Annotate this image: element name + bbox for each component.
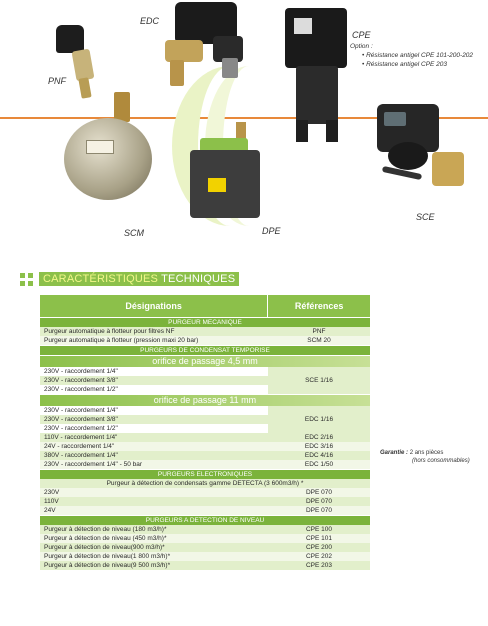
scm-label: SCM (124, 228, 144, 238)
row-designation: 230V - raccordement 1/2" (44, 386, 118, 393)
table-row (40, 336, 370, 345)
row-reference: CPE 100 (268, 525, 370, 534)
subsection-orifice-45: orifice de passage 4,5 mm (40, 356, 370, 367)
specs-table (40, 295, 370, 570)
table-row (40, 327, 370, 336)
row-designation: 110V - raccordement 1/4" (40, 433, 268, 442)
edc-product-pipe (170, 60, 184, 86)
row-reference: SCE 1/16 (268, 367, 370, 394)
row-reference: DPE 070 (268, 497, 370, 506)
table-row (40, 543, 370, 552)
scm-product-fitting (114, 92, 130, 122)
table-row (40, 534, 370, 543)
row-reference: SCM 20 (268, 336, 370, 345)
row-reference: DPE 070 (268, 488, 370, 497)
cpe-option-note (350, 42, 473, 69)
guarantee-label: Garantie : (380, 450, 409, 456)
section-electronic-heading: PURGEURS ELECTRONIQUES (40, 470, 370, 479)
electronic-description: Purgeur à détection de condensats gamme DETECTA (3 600m3/h) * (40, 479, 370, 488)
sce-product-display (384, 112, 406, 126)
guarantee-note (380, 449, 470, 465)
cpe-product-leg (326, 120, 338, 142)
sce-product-brass (432, 152, 464, 186)
row-reference: EDC 1/50 (268, 460, 370, 469)
table-row (40, 451, 370, 460)
cpe-product-tank (296, 66, 338, 124)
row-designation: 230V - raccordement 3/8" (40, 415, 268, 424)
product-photo-area (0, 0, 488, 262)
dpe-product-sticker (208, 178, 226, 192)
row-designation: Purgeur à détection de niveau(900 m3/h)* (40, 543, 268, 552)
col-reference-header: Références (267, 295, 370, 317)
row-reference: CPE 202 (268, 552, 370, 561)
table-row (40, 433, 370, 442)
row-reference: DPE 070 (268, 506, 370, 515)
edc-product-brass (165, 40, 203, 62)
section-timed-heading: PURGEURS DE CONDENSAT TEMPORISE (40, 346, 370, 355)
table-row (40, 506, 370, 515)
cpe-label: CPE (352, 30, 371, 40)
cpe-option-title: Option : (350, 43, 373, 50)
row-reference: EDC 4/16 (268, 451, 370, 460)
table-row (40, 552, 370, 561)
row-designation: 230V - raccordement 1/4" (44, 407, 118, 414)
row-reference: EDC 2/16 (268, 433, 370, 442)
cpe-option-1: • Résistance antigel CPE 101-200-202 (362, 52, 474, 59)
scm-product-sticker (86, 140, 114, 154)
table-row (40, 460, 370, 469)
row-designation: Purgeur à détection de niveau (450 m3/h)* (40, 534, 268, 543)
table-header (40, 295, 370, 317)
sce-label: SCE (416, 212, 435, 222)
cpe-product-leg (296, 120, 308, 142)
table-row (40, 561, 370, 570)
row-reference: CPE 200 (268, 543, 370, 552)
row-designation: Purgeur à détection de niveau(1 800 m3/h)* (40, 552, 268, 561)
pnf-label: PNF (48, 76, 66, 86)
row-designation: 24V - raccordement 1/4" (40, 442, 268, 451)
row-designation: Purgeur à détection de niveau(9 500 m3/h)* (40, 561, 268, 570)
row-designation: 110V (40, 497, 268, 506)
row-designation: 380V - raccordement 1/4" (40, 451, 268, 460)
row-designation: 230V - raccordement 3/8" (40, 376, 268, 385)
table-row (40, 488, 370, 497)
pnf-product-image (56, 25, 84, 53)
row-reference: EDC 1/16 (268, 406, 370, 433)
row-reference: CPE 203 (268, 561, 370, 570)
row-reference: CPE 101 (268, 534, 370, 543)
row-reference: EDC 3/16 (268, 442, 370, 451)
cpe-option-2: • Résistance antigel CPE 203 (362, 61, 448, 68)
row-designation: 230V - raccordement 1/2" (44, 425, 118, 432)
row-designation: Purgeur à détection de niveau (180 m3/h)* (40, 525, 268, 534)
row-designation: 230V (40, 488, 268, 497)
row-designation: Purgeur automatique à flotteur (pression maxi 20 bar) (40, 336, 268, 345)
sce-product-coil (388, 142, 428, 170)
dpe-label: DPE (262, 226, 281, 236)
table-row (40, 525, 370, 534)
cpe-product-image (285, 8, 347, 68)
cpe-product-panel (294, 18, 312, 34)
section-title-box (39, 272, 239, 286)
guarantee-text-1: 2 ans pièces (409, 450, 444, 456)
row-reference: PNF (268, 327, 370, 336)
heading-dots-icon (20, 273, 33, 286)
row-designation: 230V - raccordement 1/4" (44, 368, 118, 375)
section-title-part2: TECHNIQUES (161, 273, 236, 285)
subsection-orifice-11: orifice de passage 11 mm (40, 395, 370, 406)
guarantee-text-2: (hors consommables) (412, 458, 470, 464)
table-row (40, 497, 370, 506)
section-title-part1: CARACTÉRISTIQUES (43, 273, 162, 285)
pnf-product-body (72, 49, 95, 82)
pnf-product-tip (78, 77, 91, 98)
table-row (40, 442, 370, 451)
col-designation-header: Désignations (125, 301, 182, 311)
edc-label: EDC (140, 16, 160, 26)
row-designation: 230V - raccordement 1/4" - 50 bar (40, 460, 268, 469)
scm-product-image (64, 118, 152, 200)
section-level-detection-heading: PURGEURS A DETECTION DE NIVEAU (40, 516, 370, 525)
row-designation: Purgeur automatique à flotteur pour filtres NF (40, 327, 268, 336)
edc-product-cylinder (222, 58, 238, 78)
table-row-group (40, 406, 370, 433)
table-row-group (40, 367, 370, 394)
section-heading (20, 271, 239, 287)
section-mechanical-heading: PURGEUR MECANIQUE (40, 318, 370, 327)
row-designation: 24V (40, 506, 268, 515)
